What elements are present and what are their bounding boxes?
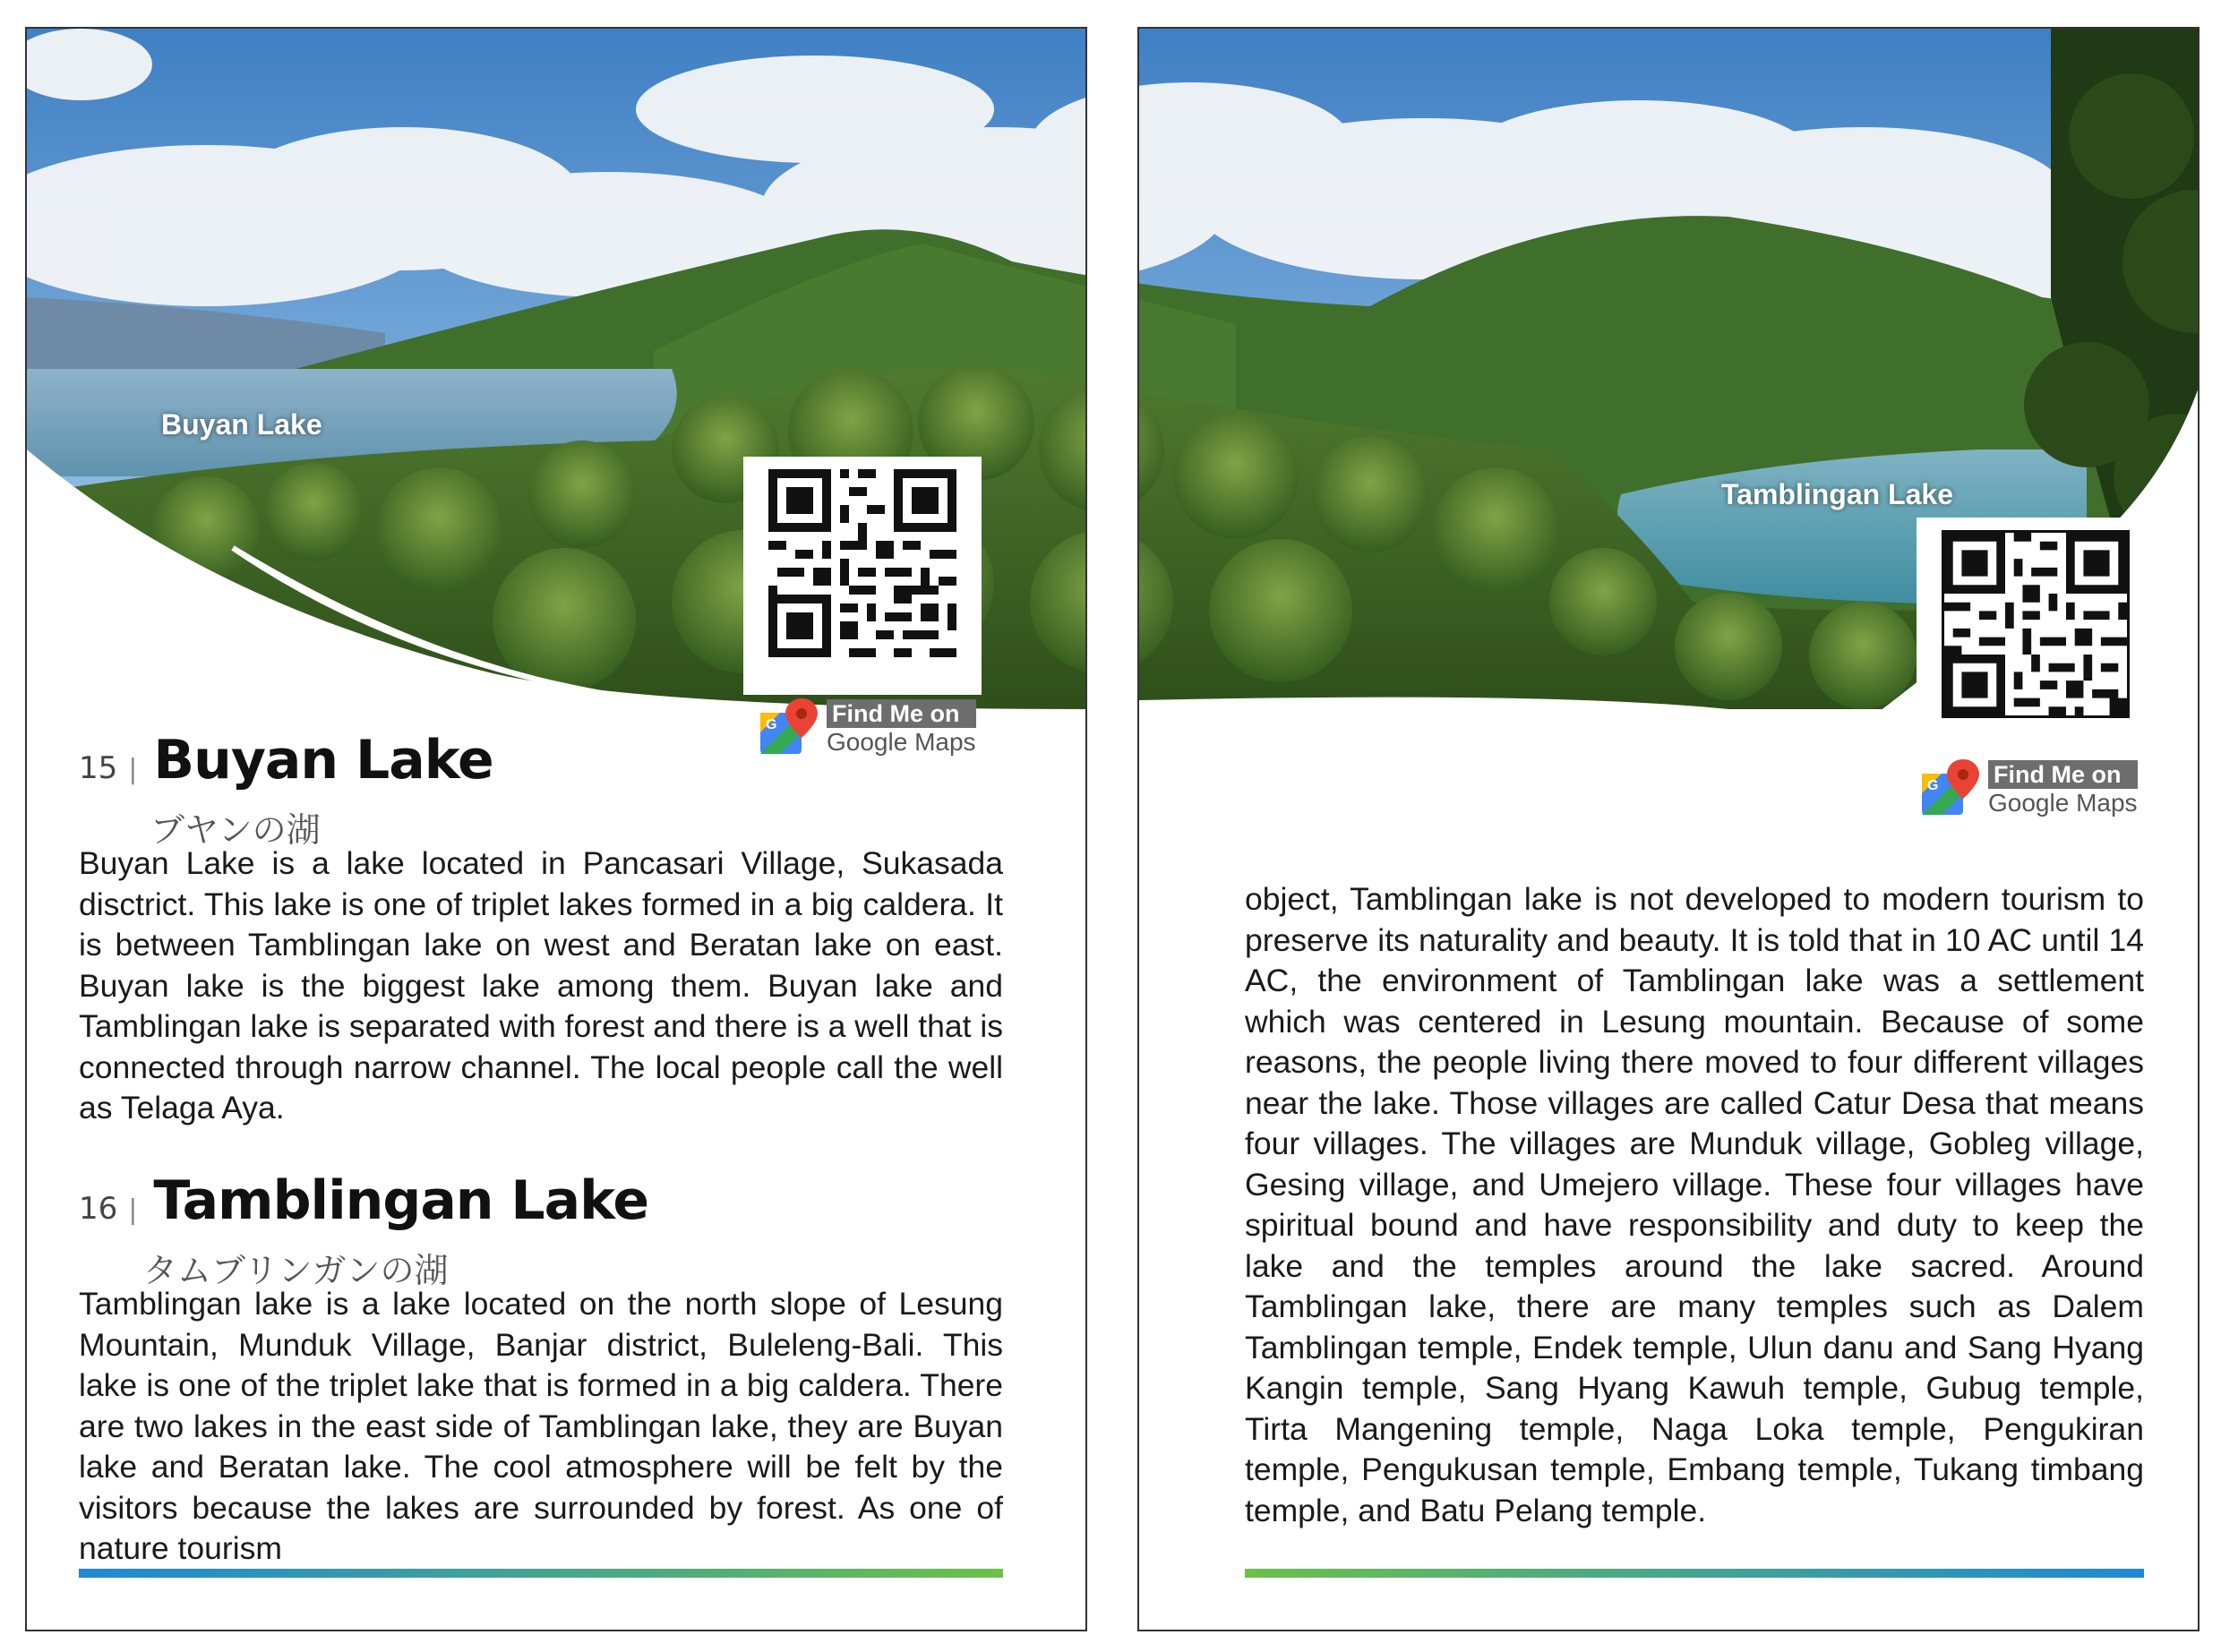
gradient-rule-left xyxy=(79,1569,1003,1578)
section-number: 15 xyxy=(79,750,118,786)
google-maps-badge-right[interactable] xyxy=(1918,758,2138,820)
section-japanese-title: ブヤンの湖 xyxy=(150,810,321,850)
section-body-15: Buyan Lake is a lake located in Pancasari Village, Sukasada disctrict. This lake is one of triplet lakes formed in a big caldera. It is between Tamblingan lake on west and Beratan lake on east. Buyan lake is the biggest lake among them. Buyan lake and Tamblingan lake is separated with forest and there is a well that is connected through narrow channel. The local people call the well as Telaga Aya. xyxy=(79,845,1004,1126)
section-separator: | xyxy=(128,754,138,785)
qr-code-icon xyxy=(768,469,956,657)
section-heading-16 xyxy=(79,1169,648,1232)
section-title: Tamblingan Lake xyxy=(153,1169,649,1232)
gmaps-badge-bottom-text: Google Maps xyxy=(1988,789,2138,817)
right-page xyxy=(1137,27,2200,1631)
left-page xyxy=(25,27,1087,1631)
gmaps-badge-bottom-text: Google Maps xyxy=(827,728,976,756)
google-maps-badge-left[interactable] xyxy=(757,697,976,759)
gmaps-badge-top-text: Find Me on xyxy=(827,699,976,728)
section-heading-15 xyxy=(79,729,493,792)
buyan-lake-label: Buyan Lake xyxy=(161,408,322,441)
gmaps-badge-top-text: Find Me on xyxy=(1988,760,2138,789)
qr-card-left[interactable] xyxy=(743,457,982,695)
svg-text:G: G xyxy=(1927,778,1939,793)
section-japanese-title: タムブリンガンの湖 xyxy=(143,1251,449,1290)
section-number: 16 xyxy=(79,1191,118,1227)
google-maps-pin-icon xyxy=(757,697,819,759)
section-body-16: Tamblingan lake is a lake located on the north slope of Lesung Mountain, Munduk Village, Banjar district, Buleleng-Bali. This lake is one of the triplet lake that is formed in a big caldera. There are two lakes in the east side of Tamblingan lake, they are Buyan lake and Beratan lake. The cool atmosphere will be felt by the visitors because the lakes are surrounded by forest. As one of nature tourism xyxy=(79,1286,1003,1566)
gradient-rule-right xyxy=(1245,1569,2144,1578)
section-title: Buyan Lake xyxy=(153,729,493,792)
qr-card-right[interactable] xyxy=(1917,518,2155,756)
tamblingan-body-continued: object, Tamblingan lake is not developed to modern tourism to preserve its naturality and beauty. It is told that in 10 AC until 14 AC, the environment of Tamblingan lake was a settlement which was centered in Lesung mountain. Because of some reasons, the people living there moved to four different villages near the lake. Those villages are called Catur Desa that means four villages. The villages are Munduk village, Gobleg village, Gesing village, and Umejero village. These four villages have spiritual bound and have responsibility and duty to keep the lake and the temples around the lake sacred. Around Tamblingan lake, there are many temples such as Dalem Tamblingan temple, Endek temple, Ulun danu and Sang Hyang Kangin temple, Sang Hyang Kawuh temple, Gubug temple, Tirta Mangening temple, Naga Loka temple, Pengukiran temple, Pengukusan temple, Embang temple, Tukang timbang temple, and Batu Pelang temple. xyxy=(1245,881,2144,1528)
google-maps-pin-icon xyxy=(1918,758,1981,820)
svg-text:G: G xyxy=(766,717,777,732)
section-separator: | xyxy=(128,1194,138,1226)
qr-code-icon xyxy=(1942,530,2130,718)
tamblingan-lake-label: Tamblingan Lake xyxy=(1721,478,1954,510)
